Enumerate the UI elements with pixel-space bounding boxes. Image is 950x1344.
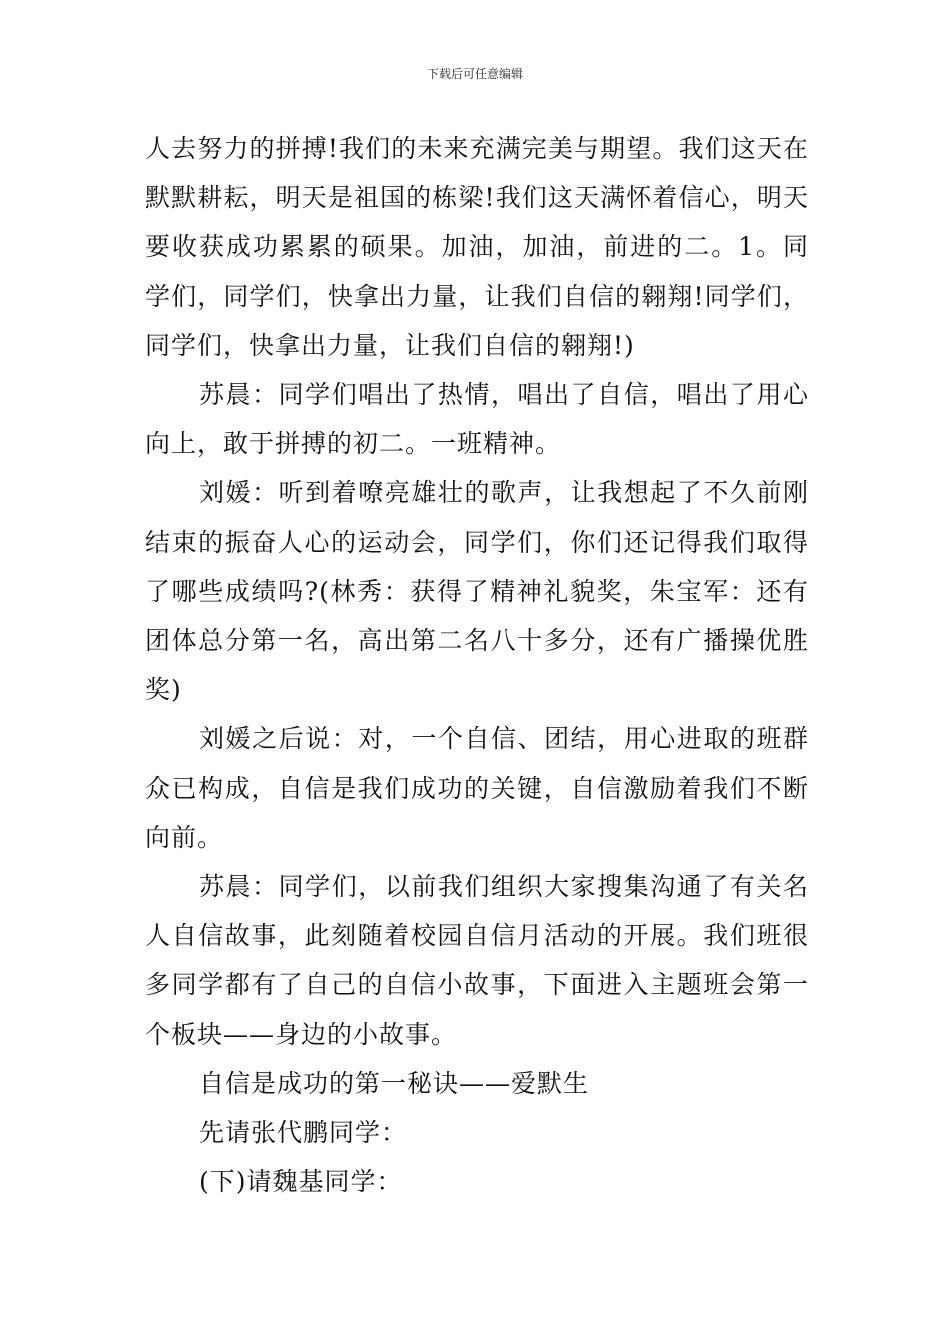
paragraph-2: 苏晨：同学们唱出了热情，唱出了自信，唱出了用心向上，敢于拼搏的初二。一班精神。: [145, 380, 809, 459]
paragraph-6-quote: 自信是成功的第一秘诀——爱默生: [199, 1068, 590, 1098]
paragraph-3: 刘媛：听到着嘹亮雄壮的歌声，让我想起了不久前刚结束的振奋人心的运动会，同学们，你们还记得我们取得了哪些成绩吗?(林秀：获得了精神礼貌奖，朱宝军：还有团体总分第一名，高出第二名八十多分，还有广播操优胜奖): [145, 478, 809, 705]
paragraph-5: 苏晨：同学们，以前我们组织大家搜集沟通了有关名人自信故事，此刻随着校园自信月活动的开展。我们班很多同学都有了自己的自信小故事，下面进入主题班会第一个板块——身边的小故事。: [145, 872, 809, 1049]
document-body: [145, 124, 809, 1206]
paragraph-8: (下)请魏基同学：: [199, 1167, 403, 1197]
paragraph-7: 先请张代鹏同学：: [199, 1118, 408, 1148]
paragraph-1: 人去努力的拼搏!我们的未来充满完美与期望。我们这天在默默耕耘，明天是祖国的栋梁!我们这天满怀着信心，明天要收获成功累累的硕果。加油，加油，前进的二。1。同学们，同学们，快拿出力量，让我们自信的翱翔!同学们，同学们，快拿出力量，让我们自信的翱翔!): [145, 134, 809, 360]
page-header-note: 下载后可任意编辑: [426, 67, 523, 81]
paragraph-4: 刘媛之后说：对，一个自信、团结，用心进取的班群众已构成，自信是我们成功的关键，自信激励着我们不断向前。: [145, 724, 809, 852]
